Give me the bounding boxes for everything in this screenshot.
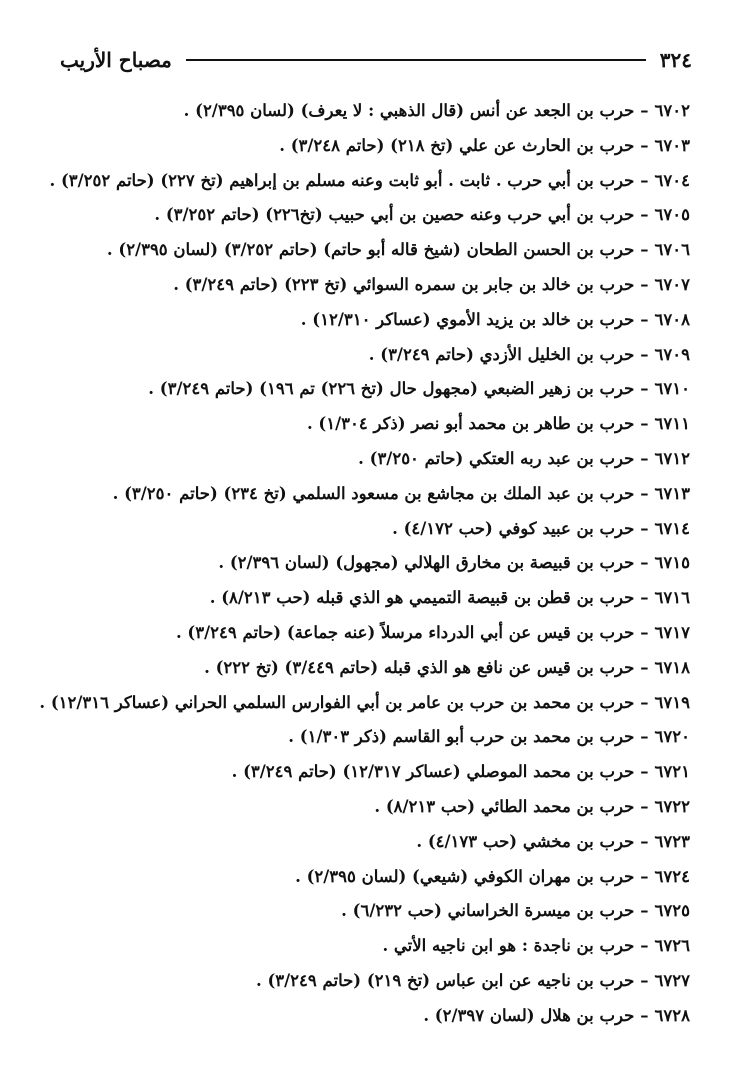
entry-separator: – bbox=[640, 448, 649, 468]
entry-text: حرب بن الخليل الأزدي (حاتم ٣/٢٤٩) . bbox=[368, 344, 635, 364]
entry-text: حرب بن عبد ربه العتكي (حاتم ٣/٢٥٠) . bbox=[358, 448, 635, 468]
list-item bbox=[0, 372, 746, 407]
entry-number: ٦٧٢٣ bbox=[654, 831, 690, 851]
entry-text: حرب بن أبي حرب وعنه حصين بن أبي حبيب (تخ٢٢٦) (حاتم ٣/٢٥٢) . bbox=[154, 205, 635, 225]
entry-text: حرب بن زهير الضبعي (مجهول حال (تخ ٢٢٦) تم ١٩٦) (حاتم ٣/٢٤٩) . bbox=[148, 379, 635, 399]
list-item bbox=[0, 894, 746, 929]
list-item bbox=[0, 442, 746, 477]
entry-text: حرب بن قيس عن نافع هو الذي قبله (حاتم ٣/٤٤٩) (تخ ٢٢٢) . bbox=[204, 657, 635, 677]
entry-number: ٦٧١٩ bbox=[654, 692, 690, 712]
entry-number: ٦٧١٣ bbox=[654, 483, 690, 503]
list-item bbox=[0, 198, 746, 233]
list-item bbox=[0, 616, 746, 651]
entry-text: حرب بن الجعد عن أنس (قال الذهبي : لا يعرف) (لسان ٢/٣٩٥) . bbox=[183, 101, 635, 120]
entry-separator: – bbox=[640, 344, 649, 364]
entry-separator: – bbox=[640, 170, 649, 190]
list-item bbox=[0, 338, 746, 373]
entry-text: حرب بن قطن بن قبيصة التميمي هو الذي قبله (حب ٨/٢١٣) . bbox=[209, 588, 635, 608]
entry-number: ٦٧٠٢ bbox=[654, 101, 690, 120]
list-item bbox=[0, 825, 746, 860]
list-item bbox=[0, 790, 746, 825]
list-item bbox=[0, 964, 746, 999]
entry-separator: – bbox=[640, 657, 649, 677]
entry-number: ٦٧٠٤ bbox=[654, 170, 690, 190]
entry-list bbox=[0, 94, 746, 1034]
entry-text: حرب بن مخشي (حب ٤/١٧٣) . bbox=[416, 831, 635, 851]
entry-number: ٦٧١٤ bbox=[654, 518, 690, 538]
entry-number: ٦٧٢٤ bbox=[654, 866, 690, 886]
list-item bbox=[0, 407, 746, 442]
entry-separator: – bbox=[640, 483, 649, 503]
list-item bbox=[0, 755, 746, 790]
entry-text: حرب بن عبيد كوفي (حب ٤/١٧٢) . bbox=[392, 518, 635, 538]
entry-number: ٦٧٢٠ bbox=[654, 727, 690, 747]
entry-text: حرب بن محمد بن حرب أبو القاسم (ذكر ١/٣٠٣) . bbox=[288, 727, 635, 747]
entry-text: حرب بن هلال (لسان ٢/٣٩٧) . bbox=[423, 1005, 635, 1025]
list-item bbox=[0, 233, 746, 268]
list-item bbox=[0, 999, 746, 1034]
list-item bbox=[0, 94, 746, 129]
entry-text: حرب بن محمد الطائي (حب ٨/٢١٣) . bbox=[374, 796, 635, 816]
entry-separator: – bbox=[640, 866, 649, 886]
header-rule bbox=[186, 59, 646, 61]
list-item bbox=[0, 720, 746, 755]
entry-separator: – bbox=[640, 309, 649, 329]
entry-number: ٦٧٠٣ bbox=[654, 135, 690, 155]
entry-text: حرب بن ناجيه عن ابن عباس (تخ ٢١٩) (حاتم ٣/٢٤٩) . bbox=[255, 970, 635, 990]
entry-separator: – bbox=[640, 240, 649, 260]
entry-separator: – bbox=[640, 936, 649, 956]
list-item bbox=[0, 512, 746, 547]
entry-number: ٦٧٠٨ bbox=[654, 309, 690, 329]
entry-text: حرب بن الحارث عن علي (تخ ٢١٨) (حاتم ٣/٢٤٨) . bbox=[279, 135, 635, 155]
list-item bbox=[0, 546, 746, 581]
entry-separator: – bbox=[640, 553, 649, 573]
entry-separator: – bbox=[640, 622, 649, 642]
entry-text: حرب بن أبي حرب . ثابت . أبو ثابت وعنه مسلم بن إبراهيم (تخ ٢٢٧) (حاتم ٣/٢٥٢) . bbox=[49, 170, 635, 190]
list-item bbox=[0, 581, 746, 616]
entry-text: حرب بن ميسرة الخراساني (حب ٦/٢٣٢) . bbox=[341, 901, 635, 921]
entry-text: حرب بن الحسن الطحان (شيخ قاله أبو حاتم) (حاتم ٣/٢٥٢) (لسان ٢/٣٩٥) . bbox=[106, 240, 635, 260]
entry-separator: – bbox=[640, 205, 649, 225]
entry-number: ٦٧٢٧ bbox=[654, 970, 690, 990]
list-item bbox=[0, 268, 746, 303]
entry-number: ٦٧١٧ bbox=[654, 622, 690, 642]
entry-separator: – bbox=[640, 901, 649, 921]
page-number: ٣٢٤ bbox=[659, 48, 692, 72]
entry-text: حرب بن قبيصة بن مخارق الهلالي (مجهول) (لسان ٢/٣٩٦) . bbox=[218, 553, 635, 573]
entry-number: ٦٧١١ bbox=[654, 414, 690, 434]
entry-number: ٦٧٠٦ bbox=[654, 240, 690, 260]
list-item bbox=[0, 860, 746, 895]
entry-number: ٦٧٠٩ bbox=[654, 344, 690, 364]
entry-separator: – bbox=[640, 101, 649, 120]
entry-separator: – bbox=[640, 414, 649, 434]
list-item bbox=[0, 129, 746, 164]
entry-number: ٦٧٢٨ bbox=[654, 1005, 690, 1025]
entry-number: ٦٧٠٥ bbox=[654, 205, 690, 225]
entry-text: حرب بن خالد بن يزيد الأموي (عساكر ١٢/٣١٠) . bbox=[300, 309, 635, 329]
entry-separator: – bbox=[640, 762, 649, 782]
entry-separator: – bbox=[640, 692, 649, 712]
list-item bbox=[0, 164, 746, 199]
list-item bbox=[0, 686, 746, 721]
entry-separator: – bbox=[640, 970, 649, 990]
entry-separator: – bbox=[640, 727, 649, 747]
entry-separator: – bbox=[640, 588, 649, 608]
list-item bbox=[0, 929, 746, 964]
entry-text: حرب بن طاهر بن محمد أبو نصر (ذكر ١/٣٠٤) . bbox=[306, 414, 635, 434]
entry-separator: – bbox=[640, 518, 649, 538]
running-title: مصباح الأريب bbox=[60, 48, 172, 72]
entry-separator: – bbox=[640, 135, 649, 155]
entry-separator: – bbox=[640, 379, 649, 399]
entry-text: حرب بن محمد الموصلي (عساكر ١٢/٣١٧) (حاتم ٣/٢٤٩) . bbox=[231, 762, 635, 782]
entry-text: حرب بن محمد بن حرب بن عامر بن أبي الفوارس السلمي الحراني (عساكر ١٢/٣١٦) . bbox=[39, 692, 635, 712]
entry-text: حرب بن مهران الكوفي (شيعي) (لسان ٢/٣٩٥) . bbox=[295, 866, 635, 886]
entry-text: حرب بن ناجدة : هو ابن ناجيه الأتي . bbox=[382, 936, 635, 956]
list-item bbox=[0, 303, 746, 338]
entry-separator: – bbox=[640, 274, 649, 294]
entry-number: ٦٧١٨ bbox=[654, 657, 690, 677]
entry-number: ٦٧٠٧ bbox=[654, 274, 690, 294]
list-item bbox=[0, 477, 746, 512]
entry-separator: – bbox=[640, 796, 649, 816]
page-header bbox=[60, 42, 692, 78]
list-item bbox=[0, 651, 746, 686]
entry-text: حرب بن قيس عن أبي الدرداء مرسلاً (عنه جماعة) (حاتم ٣/٢٤٩) . bbox=[175, 622, 635, 642]
entry-separator: – bbox=[640, 831, 649, 851]
entry-number: ٦٧١٢ bbox=[654, 448, 690, 468]
entry-number: ٦٧١٥ bbox=[654, 553, 690, 573]
entry-number: ٦٧١٠ bbox=[654, 379, 690, 399]
entry-separator: – bbox=[640, 1005, 649, 1025]
entry-number: ٦٧٢٢ bbox=[654, 796, 690, 816]
entry-number: ٦٧٢٥ bbox=[654, 901, 690, 921]
entry-number: ٦٧٢١ bbox=[654, 762, 690, 782]
entry-number: ٦٧٢٦ bbox=[654, 936, 690, 956]
entry-number: ٦٧١٦ bbox=[654, 588, 690, 608]
entry-text: حرب بن عبد الملك بن مجاشع بن مسعود السلمي (تخ ٢٣٤) (حاتم ٣/٢٥٠) . bbox=[112, 483, 635, 503]
entry-text: حرب بن خالد بن جابر بن سمره السوائي (تخ ٢٢٣) (حاتم ٣/٢٤٩) . bbox=[173, 274, 635, 294]
